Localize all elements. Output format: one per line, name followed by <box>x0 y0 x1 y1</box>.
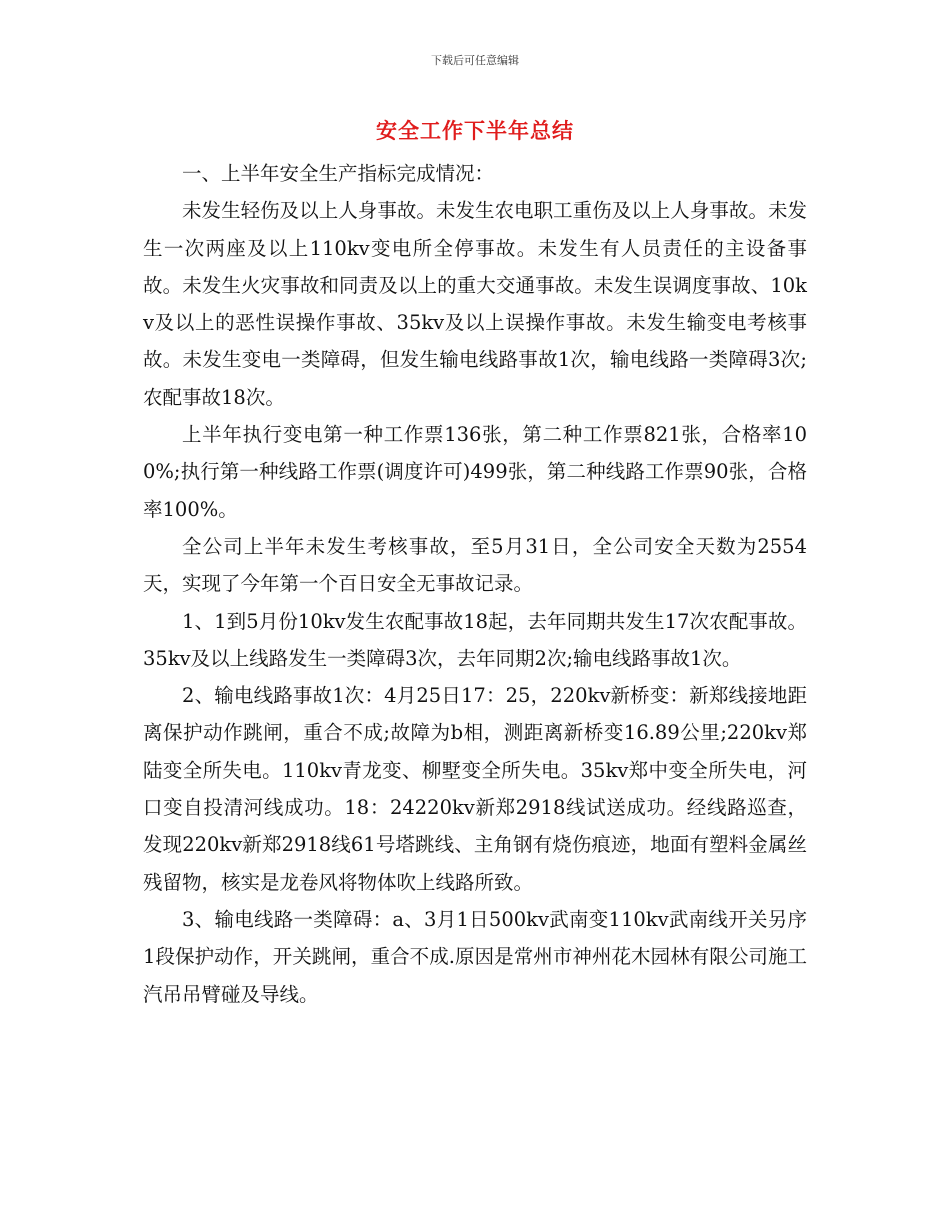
paragraph: 未发生轻伤及以上人身事故。未发生农电职工重伤及以上人身事故。未发生一次两座及以上110kv变电所全停事故。未发生有人员责任的主设备事故。未发生火灾事故和同责及以上的重大交通事故。未发生误调度事故、10kv及以上的恶性误操作事故、35kv及以上误操作事故。未发生输变电考核事故。未发生变电一类障碍，但发生输电线路事故1次，输电线路一类障碍3次;农配事故18次。 <box>143 199 807 409</box>
document-title: 安全工作下半年总结 <box>376 119 574 143</box>
paragraph: 2、输电线路事故1次：4月25日17：25，220kv新桥变：新郑线接地距离保护动作跳闸，重合不成;故障为b相，测距离新桥变16.89公里;220kv郑陆变全所失电。110kv青龙变、柳墅变全所失电。35kv郑中变全所失电，河口变自投清河线成功。18：24220kv新郑2918线试送成功。经线路巡查，发现220kv新郑2918线61号塔跳线、主角钢有烧伤痕迹，地面有塑料金属丝残留物，核实是龙卷风将物体吹上线路所致。 <box>143 684 807 894</box>
document-body <box>143 155 807 1013</box>
paragraph: 3、输电线路一类障碍：a、3月1日500kv武南变110kv武南线开关另序1段保护动作，开关跳闸，重合不成.原因是常州市神州花木园林有限公司施工汽吊吊臂碰及导线。 <box>143 907 807 1006</box>
paragraph: 1、1到5月份10kv发生农配事故18起，去年同期共发生17次农配事故。35kv及以上线路发生一类障碍3次，去年同期2次;输电线路事故1次。 <box>143 609 807 670</box>
paragraph: 上半年执行变电第一种工作票136张，第二种工作票821张，合格率100%;执行第一种线路工作票(调度许可)499张，第二种线路工作票90张，合格率100%。 <box>143 423 807 521</box>
paragraph: 全公司上半年未发生考核事故，至5月31日，全公司安全天数为2554天，实现了今年第一个百日安全无事故记录。 <box>143 534 807 596</box>
header-note: 下载后可任意编辑 <box>431 54 519 67</box>
section-heading: 一、上半年安全生产指标完成情况： <box>182 162 495 185</box>
